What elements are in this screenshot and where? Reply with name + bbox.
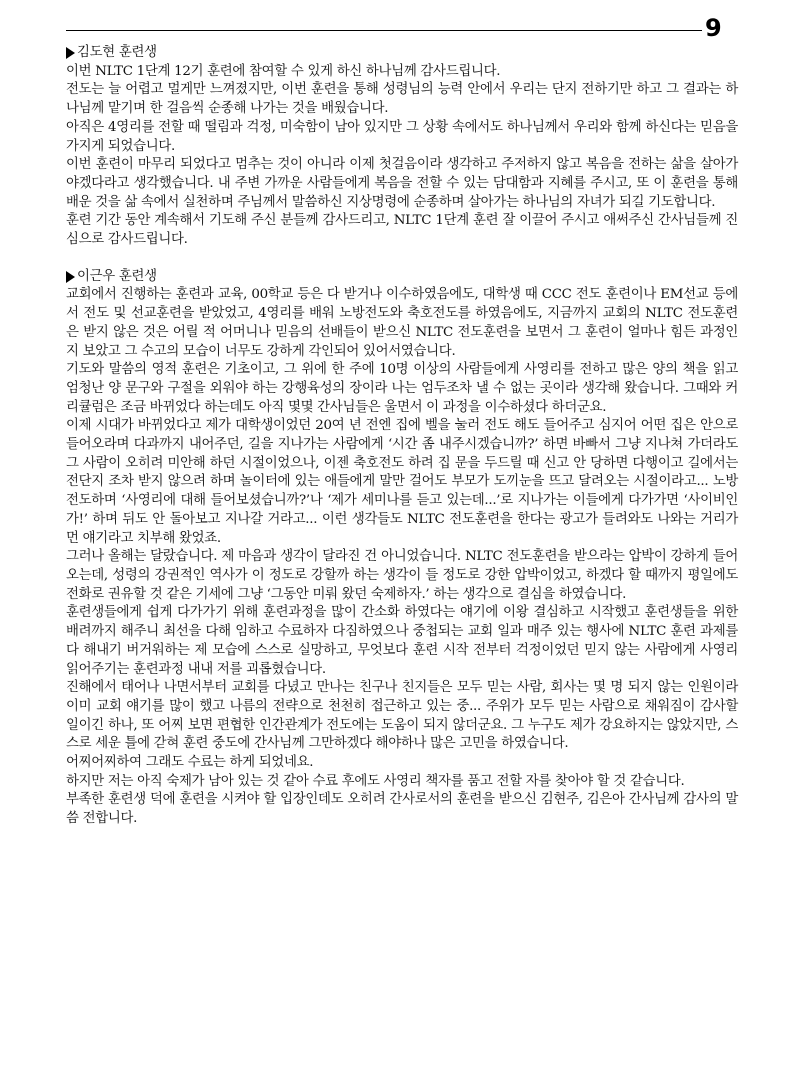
testimony-section-2 (66, 268, 738, 829)
section-heading (66, 268, 738, 287)
triangle-bullet-icon (66, 271, 75, 283)
paragraph: 하지만 저는 아직 숙제가 남아 있는 것 같아 수료 후에도 사영리 책자를 품고 전할 자를 찾아야 할 것 같습니다. (66, 773, 685, 789)
paragraph: 그러나 올해는 달랐습니다. 제 마음과 생각이 달라진 건 아니었습니다. NLTC 전도훈련을 받으라는 압박이 강하게 들어오는데, 성령의 강권적인 역사가 이 정도로 강할까 하는 생각이 들 정도로 강한 압박이었고, 하겠다 할 때까지 평일에도 전화로 권유할 것 같은 기세에 그냥 ‘그동안 미뤄 왔던 숙제하자.’ 하는 생각으로 결심을 하였습니다. (66, 549, 738, 602)
document-body (66, 44, 738, 829)
paragraph: 이번 NLTC 1단계 12기 훈련에 참여할 수 있게 하신 하나님께 감사드립니다. (66, 63, 501, 79)
paragraph: 이번 훈련이 마무리 되었다고 멈추는 것이 아니라 이제 첫걸음이라 생각하고 주저하지 않고 복음을 전하는 삶을 살아가야겠다라고 생각했습니다. 내 주변 가까운 사람들에게 복음을 전할 수 있는 담대함과 지혜를 주시고, 또 이 훈련을 통해 배운 것을 삶 속에서 실천하며 주님께서 말씀하신 지상명령에 순종하며 살아가는 하나님의 자녀가 되길 기도합니다. (66, 157, 738, 210)
heading-text: 김도현 훈련생 (77, 45, 157, 60)
heading-text: 이근우 훈련생 (77, 268, 157, 284)
paragraph: 전도는 늘 어렵고 멀게만 느껴졌지만, 이번 훈련을 통해 성령님의 능력 안에서 우리는 단지 전하기만 하고 그 결과는 하나님께 맡기며 한 걸음씩 순종해 나가는 것을 배웠습니다. (66, 82, 738, 117)
triangle-bullet-icon (66, 47, 75, 59)
paragraph: 어찌어찌하여 그래도 수료는 하게 되었네요. (66, 755, 314, 771)
paragraph: 교회에서 진행하는 훈련과 교육, 00학교 등은 다 받거나 이수하였음에도, 대학생 때 CCC 전도 훈련이나 EM선교 등에서 전도 및 선교훈련을 받았었고, 4영리를 배워 노방전도와 축호전도를 하였음에도, 지금까지 교회의 NLTC 전도훈련은 받지 않은 것은 어릴 적 어머니나 믿음의 선배들이 받으신 NLTC 전도훈련을 보면서 그 훈련이 얼마나 힘든 과정인지 보았고 그 수고의 모습이 너무도 강하게 각인되어 있어서였습니다. (66, 287, 738, 359)
paragraph: 부족한 훈련생 덕에 훈련을 시켜야 할 입장인데도 오히려 간사로서의 훈련을 받으신 김현주, 김은아 간사님께 감사의 말씀 전합니다. (66, 792, 738, 827)
paragraph: 기도와 말씀의 영적 훈련은 기초이고, 그 위에 한 주에 10명 이상의 사람들에게 사영리를 전하고 많은 양의 책을 읽고 엄청난 양 문구와 구절을 외워야 하는 강행육성의 장이라 나는 엄두조차 낼 수 없는 곳이라 생각해 왔습니다. 그때와 커리큘럼은 조금 바뀌었다 하는데도 아직 몇몇 간사님들은 울면서 이 과정을 이수하셨다 하더군요. (66, 362, 738, 415)
paragraph: 이제 시대가 바뀌었다고 제가 대학생이었던 20여 년 전엔 집에 벨을 눌러 전도 해도 들어주고 심지어 어떤 집은 안으로 들어오라며 다과까지 내어주던, 길을 지나가는 사람에게 ‘시간 좀 내주시겠습니까?’ 하면 바빠서 그냥 지나쳐 가더라도 그 사람이 오히려 미안해 하던 시절이었으나, 이젠 축호전도 하려 집 문을 두드릴 때 신고 안 당하면 다행이고 길에서는 전단지 조차 받지 않으려 하며 놀이터에 있는 애들에게 말만 걸어도 부모가 도끼눈을 뜨고 달려오는 시절이라고... 노방전도하며 ‘사영리에 대해 들어보셨습니까?’나 ‘제가 세미나를 듣고 있는데...’로 지나가는 이들에게 다가가면 ‘사이비인가!’ 하며 뒤도 안 돌아보고 지나갈 거라고... 이런 생각들도 NLTC 전도훈련을 한다는 광고가 들려와도 나와는 거리가 먼 얘기라고 치부해 왔었죠. (66, 418, 738, 546)
paragraph: 진해에서 태어나 나면서부터 교회를 다녔고 만나는 친구나 친지들은 모두 믿는 사람, 회사는 몇 명 되지 않는 인원이라 이미 교회 얘기를 많이 했고 나름의 전략으로 천천히 접근하고 있는 중... 주위가 모두 믿는 사람으로 채워짐이 감사할 일이긴 하나, 또 어찌 보면 편협한 인간관계가 전도에는 도움이 되지 않더군요. 그 누구도 제가 강요하지는 않았지만, 스스로 세운 틀에 갇혀 훈련 중도에 간사님께 그만하겠다 해야하나 많은 고민을 하였습니다. (66, 680, 738, 752)
testimony-section-1 (66, 44, 738, 250)
paragraph: 아직은 4영리를 전할 때 떨림과 걱정, 미숙함이 남아 있지만 그 상황 속에서도 하나님께서 우리와 함께 하신다는 믿음을 가지게 되었습니다. (66, 119, 738, 154)
paragraph: 훈련생들에게 쉽게 다가가기 위해 훈련과정을 많이 간소화 하였다는 얘기에 이왕 결심하고 시작했고 훈련생들을 위한 배려까지 해주니 최선을 다해 임하고 수료하자 다짐하였으나 중첩되는 교회 일과 매주 있는 행사에 NLTC 훈련 과제를 다 해내기 버거워하는 제 모습에 스스로 실망하고, 무엇보다 훈련 시작 전부터 걱정이었던 믿지 않는 사람에게 사영리 읽어주기는 훈련과정 내내 저를 괴롭혔습니다. (66, 605, 738, 677)
paragraph: 훈련 기간 동안 계속해서 기도해 주신 분들께 감사드리고, NLTC 1단계 훈련 잘 이끌어 주시고 애써주신 간사님들께 진심으로 감사드립니다. (66, 213, 738, 248)
section-heading (66, 44, 738, 63)
header-rule (66, 30, 702, 31)
page-number: 9 (705, 14, 722, 42)
